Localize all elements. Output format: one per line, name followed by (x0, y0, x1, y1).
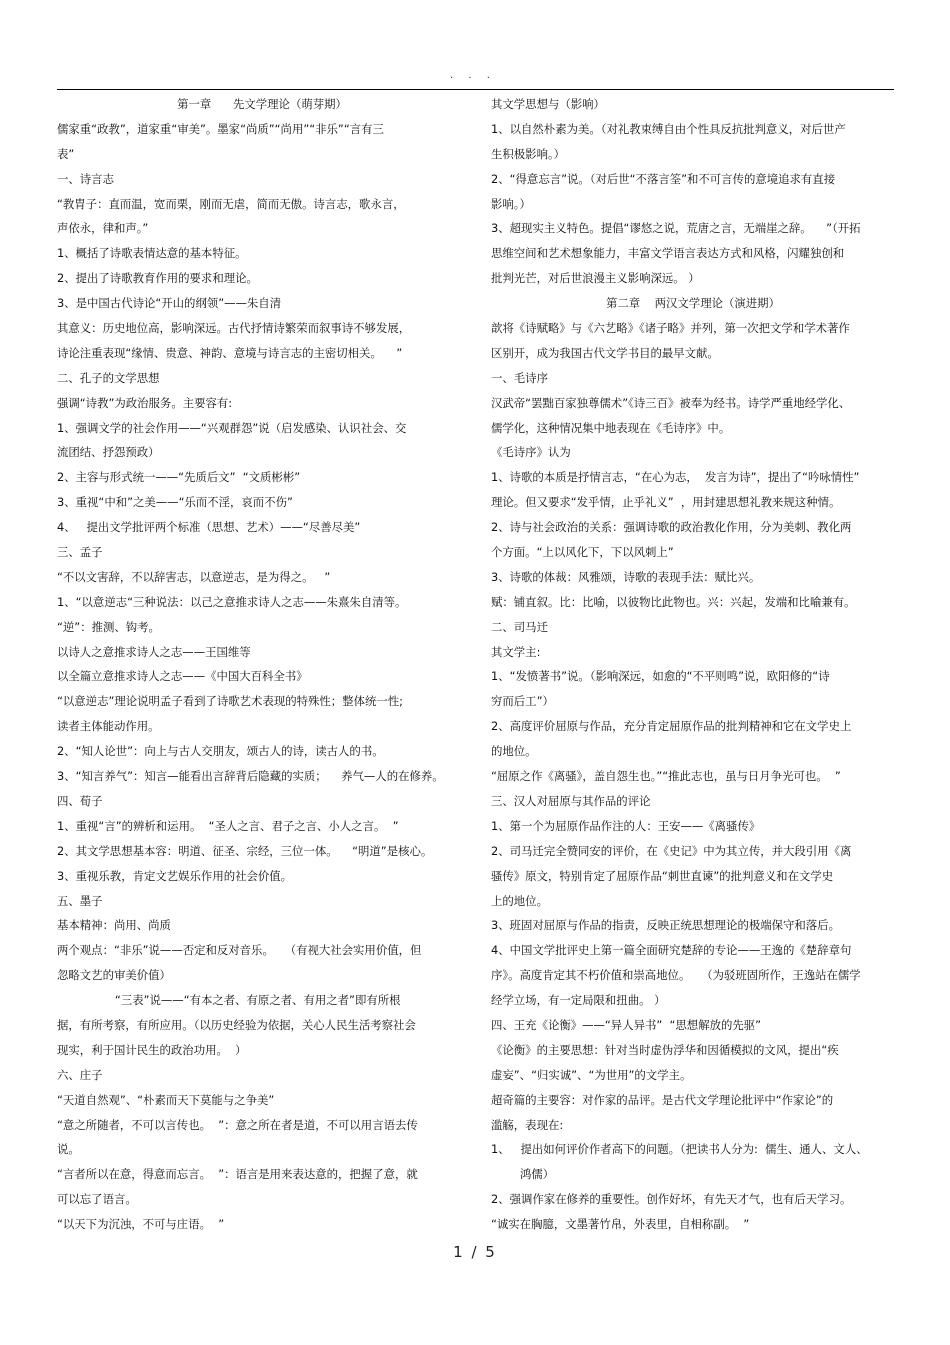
text-line: 1、重视“言”的辨析和运用。 “圣人之言、君子之言、小人之言。 ” (57, 818, 399, 833)
text-line: 歆将《诗赋略》与《六艺略》《诸子略》并列，第一次把文学和学术著作 (491, 321, 850, 336)
text-line: 1、 提出如何评价作者高下的问题。（把读书人分为: 儒生、通人、文人、 (491, 1142, 868, 1157)
text-line: 1、强调文学的社会作用——“兴观群怨”说（启发感染、认识社会、交 (57, 420, 407, 435)
text-line: “言者所以在意，得意而忘言。 ”：语言是用来表达意的，把握了意，就 (57, 1167, 418, 1182)
text-line: 两个观点：“非乐”说——否定和反对音乐。 （有视大社会实用价值，但 (57, 943, 422, 958)
header-dots: . . . (450, 70, 496, 81)
text-line: 现实，利于国计民生的政治功用。 ） (57, 1042, 247, 1057)
text-line: 2、高度评价屈原与作品，充分肯定屈原作品的批判精神和它在文学史上 (491, 719, 852, 734)
text-line: 个方面。“上以风化下，下以风刺上” (491, 545, 674, 560)
text-line: 3、超现实主义特色。提倡“谬悠之说，荒唐之言，无端崖之辞。 ”（开拓 (491, 221, 861, 236)
chapter-heading: 第一章 先文学理论（萌芽期） (177, 97, 347, 111)
text-line: 2、强调作家在修养的重要性。创作好坏，有先天才气，也有后天学习。 (491, 1192, 852, 1207)
text-line: 2、“知人论世”：向上与古人交朋友，颂古人的诗，读古人的书。 (57, 744, 384, 759)
text-line: 鸿儒） (491, 1167, 555, 1182)
text-line: 虚妄”、“归实诚”、“为世用”的文学主。 (491, 1067, 692, 1082)
text-line: “意之所随者，不可以言传也。 ”：意之所在者是道，不可以用言语去传 (57, 1117, 418, 1132)
text-line: 穷而后工”） (491, 694, 554, 709)
text-line: “教胄子：直而温，宽而栗，刚而无虐，简而无傲。诗言志，歌永言， (57, 196, 405, 211)
text-line: 3、重视乐教，肯定文艺娱乐作用的社会价值。 (57, 868, 293, 883)
text-line: 滥觞，表现在: (491, 1117, 564, 1132)
text-line: 其意义：历史地位高，影响深远。古代抒情诗繁荣而叙事诗不够发展， (57, 321, 411, 336)
text-line: 1、“以意逆志“三种说法：以己之意推求诗人之志——朱熹朱自清等。 (57, 594, 407, 609)
text-line: 读者主体能动作用。 (57, 719, 160, 734)
chapter-heading: 第二章 两汉文学理论（演进期） (606, 296, 780, 311)
text-line: 据，有所考察，有所应用。（以历史经验为依据，关心人民生活考察社会 (57, 1017, 416, 1032)
text-line: 1、概括了诗歌表情达意的基本特征。 (57, 246, 247, 261)
text-line: 2、“得意忘言”说。（对后世“不落言筌”和不可言传的意境追求有直接 (491, 171, 836, 186)
text-line: 3、是中国古代诗论“开山的纲领”——朱自清 (57, 296, 282, 311)
text-line: 经学立场，有一定局限和扭曲。 ） (491, 993, 666, 1008)
text-line: 儒家重“政教”，道家重“审美”。墨家“尚质”“尚用”“非乐”“言有三 (57, 121, 384, 136)
text-line: “诚实在胸臆，文墨著竹帛，外表里，自相称副。 ” (491, 1217, 750, 1232)
text-line: “不以文害辞，不以辞害志，以意逆志，是为得之。 ” (57, 569, 331, 584)
text-line: 1、以自然朴素为美。（对礼教束缚自由个性具反抗批判意义，对后世产 (491, 121, 846, 136)
text-line: 2、主容与形式统一——“先质后文” “文质彬彬” (57, 470, 301, 485)
text-line: 《论衡》的主要思想：针对当时虚伪浮华和因循模拟的文风，提出“疾 (491, 1042, 839, 1057)
text-line: 汉武帝“罢黜百家独尊儒术”《诗三百》被奉为经书。诗学严重地经学化、 (491, 395, 851, 410)
text-line: 一、毛诗序 (491, 370, 548, 385)
text-line: 骚传》原文，特别肯定了屈原作品“刺世直谏”的批判意义和在文学史 (491, 868, 834, 883)
text-line: 表” (57, 146, 75, 161)
text-line: “天道自然观”、“朴素而天下莫能与之争美” (57, 1092, 275, 1107)
text-line: 影响。） (491, 196, 531, 211)
text-line: 3、班固对屈原与作品的指责，反映正统思想理论的极端保守和落后。 (491, 918, 840, 933)
text-line: 三、孟子 (57, 545, 103, 560)
text-line: 可以忘了语言。 (57, 1192, 137, 1207)
text-line: 诗论注重表现“缘情、贵意、神韵、意境与诗言志的主密切相关。 ” (57, 345, 403, 360)
text-line: 四、荀子 (57, 793, 103, 808)
text-line: 4、中国文学批评史上第一篇全面研究楚辞的专论——王逸的《楚辞章句 (491, 943, 852, 958)
text-line: “以意逆志”理论说明孟子看到了诗歌艺术表现的特殊性；整体统一性; (57, 694, 403, 709)
text-line: “屈原之作《离骚》，盖自怨生也。”“推此志也，虽与日月争光可也。 ” (491, 769, 841, 784)
text-line: 五、墨子 (57, 893, 103, 908)
text-line: 说。 (57, 1142, 80, 1157)
header-rule (57, 89, 894, 90)
text-line: 序》。高度肯定其不朽价值和崇高地位。 （为驳班固所作，王逸站在儒学 (491, 968, 861, 983)
text-line: 3、重视“中和”之美——“乐而不淫，哀而不伤” (57, 495, 293, 510)
text-line: 1、诗歌的本质是抒情言志，“在心为志， 发言为诗”，提出了“吟咏情性” (491, 470, 860, 485)
text-line: 的地位。 (491, 744, 537, 759)
text-line: 2、提出了诗歌教育作用的要求和理论。 (57, 271, 258, 286)
text-line: 1、第一个为屈原作品作注的人：王安——《离骚传》 (491, 818, 761, 833)
text-line: “以天下为沉浊，不可与庄语。 ” (57, 1217, 225, 1232)
text-line: 2、诗与社会政治的关系：强调诗歌的政治教化作用，分为美刺、教化两 (491, 520, 852, 535)
text-line: 批判光芒，对后世浪漫主义影响深远。 ） (491, 271, 700, 286)
text-line: 思维空间和艺术想象能力，丰富文学语言表达方式和风格，闪耀独创和 (491, 246, 845, 261)
text-line: 二、司马迁 (491, 619, 548, 634)
text-line: 六、庄子 (57, 1067, 103, 1082)
text-line: 忽略文艺的审美价值） (57, 968, 171, 983)
text-line: 生积极影响。） (491, 146, 566, 161)
text-line: 声依永，律和声。” (57, 221, 149, 236)
text-line: 2、其文学思想基本容：明道、征圣、宗经，三位一体。 “明道”是核心。 (57, 843, 433, 858)
left-column (57, 92, 467, 1237)
text-line: 2、司马迁完全赞同安的评价，在《史记》中为其立传，并大段引用《离 (491, 843, 852, 858)
text-line: 儒学化，这种情况集中地表现在《毛诗序》中。 (491, 420, 731, 435)
text-line: 一、诗言志 (57, 171, 114, 186)
text-line: 其文学思想与（影响） (491, 97, 605, 111)
text-line: 超奇篇的主要容：对作家的品评。是古代文学理论批评中“作家论”的 (491, 1092, 834, 1107)
text-line: 3、诗歌的体裁：风雅颂，诗歌的表现手法：赋比兴。 (491, 569, 761, 584)
text-line: 《毛诗序》认为 (491, 445, 571, 460)
text-line: 以诗人之意推求诗人之志——王国维等 (57, 644, 251, 659)
text-line: 二、孔子的文学思想 (57, 370, 160, 385)
text-line: 以全篇立意推求诗人之志——《中国大百科全书》 (57, 669, 308, 684)
text-line: 三、汉人对屈原与其作品的评论 (491, 793, 651, 808)
text-line: 理论。但又要求“发乎情，止乎礼义” ，用封建思想礼教来规这种情。 (491, 495, 841, 510)
right-column (491, 92, 895, 1237)
text-line: 其文学主: (491, 644, 541, 659)
text-line: “逆”：推测、钩考。 (57, 619, 160, 634)
text-line: 强调“诗教”为政治服务。主要容有: (57, 395, 233, 410)
text-line: 3、“知言养气”：知言—能看出言辞背后隐藏的实质； 养气—人的在修养。 (57, 769, 444, 784)
text-line: 区别开，成为我国古代文学书目的最早文献。 (491, 345, 719, 360)
text-line: 4、 提出文学批评两个标准（思想、艺术）——“尽善尽美” (57, 520, 361, 535)
text-line: 赋：铺直叙。比：比喻，以彼物比此物也。兴：兴起，发端和比喻兼有。 (491, 594, 856, 609)
text-line: 上的地位。 (491, 893, 548, 908)
text-line: 四、王充《论衡》——“异人异书” “思想解放的先驱” (491, 1017, 762, 1032)
text-line: 1、“发愤著书”说。（影响深远，如愈的“不平则鸣”说，欧阳修的“诗 (491, 669, 830, 684)
text-line: “三表”说——“有本之者、有原之者、有用之者”即有所根 (57, 993, 401, 1008)
page-number: 1 / 5 (453, 1243, 497, 1261)
text-line: 流团结、抒怨预政） (57, 445, 160, 460)
text-line: 基本精神：尚用、尚质 (57, 918, 171, 933)
